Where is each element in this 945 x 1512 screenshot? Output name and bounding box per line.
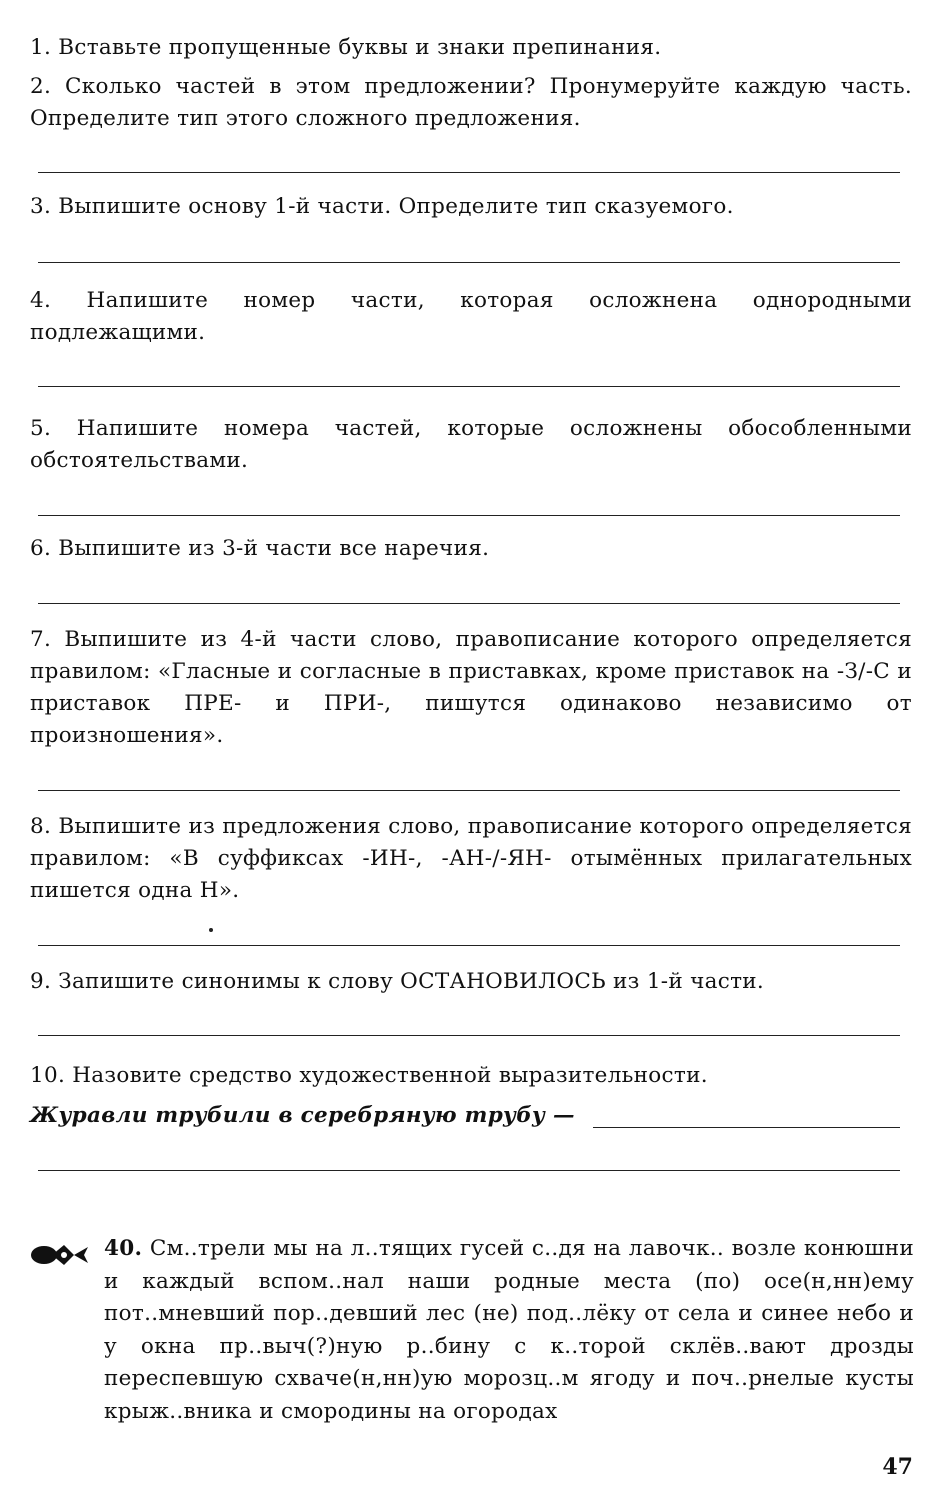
answer-line[interactable] — [38, 1035, 900, 1036]
task-6: 6. Выпишите из 3-й части все наречия. — [30, 536, 490, 561]
task-3: 3. Выпишите основу 1-й части. Определите тип сказуемого. — [30, 194, 734, 219]
task-2: 2. Сколько частей в этом предложении? Пронумеруйте каждую часть. Определите тип этого сложного предложения. — [30, 74, 912, 131]
answer-line[interactable] — [38, 945, 900, 946]
ink-speck — [209, 928, 213, 932]
page-number: 47 — [882, 1454, 913, 1480]
answer-line[interactable] — [38, 262, 900, 263]
exercise-number: 40. — [104, 1236, 143, 1261]
example-phrase: Журавли трубили в серебряную трубу — — [30, 1103, 575, 1128]
pen-nib-icon — [30, 1233, 100, 1273]
exercise-text — [104, 1233, 914, 1428]
task-1: 1. Вставьте пропущенные буквы и знаки препинания. — [30, 35, 662, 60]
task-4: 4. Напишите номер части, которая осложнена однородными подлежащими. — [30, 288, 912, 345]
task-7: 7. Выпишите из 4-й части слово, правописание которого определяется правилом: «Гласные и согласные в приставках, кроме приставок на -З/-С и приставок ПРЕ- и ПРИ-, пишутся одинаково независимо от произношения». — [30, 627, 912, 748]
answer-line[interactable] — [38, 515, 900, 516]
answer-line[interactable] — [38, 603, 900, 604]
task-5: 5. Напишите номера частей, которые осложнены обособленными обстоятельствами. — [30, 416, 912, 473]
answer-line[interactable] — [38, 386, 900, 387]
task-10: 10. Назовите средство художественной выразительности. — [30, 1063, 708, 1088]
answer-line[interactable] — [38, 1170, 900, 1171]
task-9: 9. Запишите синонимы к слову ОСТАНОВИЛОСЬ из 1-й части. — [30, 969, 765, 994]
task-8: 8. Выпишите из предложения слово, правописание которого определяется правилом: «В суффиксах -ИН-, -АН-/-ЯН- отымённых прилагательных пишется одна Н». — [30, 814, 912, 903]
answer-line[interactable] — [38, 172, 900, 173]
exercise-body: См..трели мы на л..тящих гусей с..дя на лавочк.. возле конюшни и каждый вспом..нал наши родные места (по) осе(н,нн)ему пот..мневший пор..девший лес (не) под..лёку от села и синее небо и у окна пр..выч(?)ную р..бину с к..торой склёв..вают дрозды переспевшую схваче(н,нн)ую морозц..м ягоду и поч..рнелые кусты крыж..вника и смородины на огородах — [104, 1236, 914, 1424]
answer-line[interactable] — [38, 790, 900, 791]
answer-line-inline[interactable] — [593, 1127, 900, 1128]
